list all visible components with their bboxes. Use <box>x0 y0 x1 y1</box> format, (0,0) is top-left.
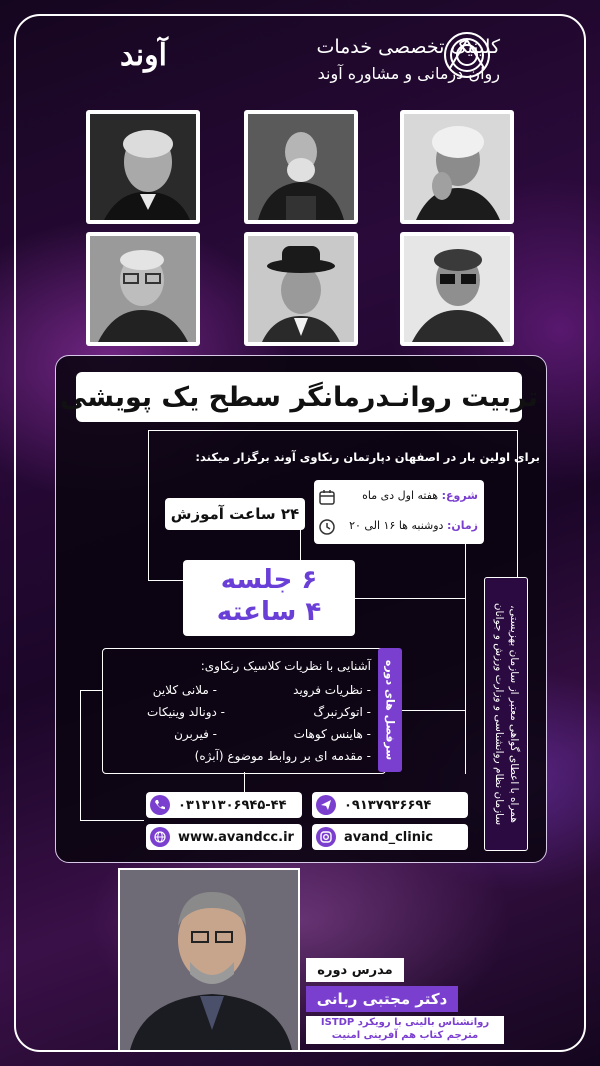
course-title: تربیت روانـدرمانگر سطح یک پویشی <box>60 381 538 413</box>
topic-item: - هاینس کوهات <box>293 727 371 741</box>
portrait-elderly-man-icon <box>90 114 196 220</box>
phone-number: ۰۹۱۳۷۹۳۶۶۹۴ <box>344 797 432 813</box>
teacher-desc-line: مترجم کتاب هم آفرینی امنیت <box>331 1030 479 1041</box>
teacher-description <box>306 1016 504 1044</box>
time-value: دوشنبه ها ۱۶ الی ۲۰ <box>349 519 444 532</box>
teacher-desc-line: روانشناس بالینی با رویکرد ISTDP <box>320 1017 490 1028</box>
course-hours: ۲۴ ساعت آموزش <box>165 498 305 530</box>
certificate-line: همراه با اعطای گواهی معتبر از سازمان بهزیستی، <box>508 605 520 823</box>
topic-item: - دونالد وینیکات <box>146 705 225 719</box>
topic-item: - مقدمه ای بر روابط موضوع (آبژه) <box>194 749 371 763</box>
teacher-name: دکتر مجتبی ربانی <box>306 986 458 1012</box>
topic-item: - ملانی کلاین <box>152 683 217 697</box>
portrait-man-dark-glasses-icon <box>404 236 510 342</box>
topic-item: - نظریات فروید <box>293 683 371 697</box>
portrait-bearded-man-icon <box>248 114 354 220</box>
website-contact[interactable] <box>146 824 302 850</box>
topics-box <box>102 648 386 774</box>
start-label: شروع: <box>441 489 478 502</box>
course-announcement: برای اولین بار در اصفهان دپارتمان رنکاوی آوند برگزار میکند: <box>195 450 540 464</box>
portrait-photo <box>86 232 200 346</box>
concentric-rings-logo-icon <box>442 30 492 80</box>
topic-item: - فیربرن <box>174 727 217 741</box>
calendar-icon <box>318 488 336 506</box>
portrait-man-glasses-icon <box>90 236 196 342</box>
connector-line <box>465 544 466 774</box>
instagram-handle: avand_clinic <box>344 829 434 845</box>
instagram-contact[interactable] <box>312 824 468 850</box>
portrait-photo <box>244 232 358 346</box>
portrait-photo <box>86 110 200 224</box>
time-label: زمان: <box>446 519 478 532</box>
sessions-box <box>183 560 355 636</box>
schedule-start <box>362 489 478 502</box>
connector-line <box>148 580 183 581</box>
portrait-man-hat-icon <box>248 236 354 342</box>
teacher-photo <box>118 868 300 1052</box>
connector-line <box>402 710 465 711</box>
sessions-count: ۶ جلسه <box>220 565 318 595</box>
connector-line <box>300 530 301 560</box>
telegram-icon <box>316 795 336 815</box>
brand-wordmark: آوند <box>120 38 167 73</box>
topics-intro: آشنایی با نظریات کلاسیک رنکاوی: <box>200 659 371 673</box>
connector-line <box>244 772 245 792</box>
teacher-role: مدرس دوره <box>306 958 404 982</box>
certificate-line: سازمان نظام روانشناسی و وزارت ورزش و جوانان <box>493 602 505 826</box>
phone-icon <box>150 795 170 815</box>
certificate-text <box>491 583 521 845</box>
topics-tag <box>378 648 402 772</box>
teacher-portrait-icon <box>120 870 298 1050</box>
portrait-photo <box>400 110 514 224</box>
connector-line <box>355 598 465 599</box>
certificate-box <box>484 577 528 851</box>
course-title-banner <box>60 372 538 422</box>
topics-tag-label: سرفصل های دوره <box>383 659 397 761</box>
connector-line <box>80 820 144 821</box>
schedule-box <box>314 480 484 544</box>
session-length: ۴ ساعته <box>216 597 322 627</box>
clock-icon <box>318 518 336 536</box>
connector-line <box>148 430 518 431</box>
website-url: www.avandcc.ir <box>178 829 294 845</box>
brand-title: کلینیک تخصصی خدمات <box>316 36 500 58</box>
globe-icon <box>150 827 170 847</box>
topic-item: - اتوکرنبرگ <box>313 705 371 719</box>
portrait-photo <box>244 110 358 224</box>
portrait-photo <box>400 232 514 346</box>
brand-subtitle: روان درمانی و مشاوره آوند <box>317 64 500 83</box>
phone-contact[interactable] <box>312 792 468 818</box>
landline-contact[interactable] <box>146 792 302 818</box>
portrait-elderly-woman-icon <box>404 114 510 220</box>
landline-number: ۰۳۱۳۱۳۰۶۹۴۵-۴۴ <box>178 797 287 813</box>
connector-line <box>80 690 102 691</box>
connector-line <box>80 690 81 820</box>
instagram-icon <box>316 827 336 847</box>
start-value: هفته اول دی ماه <box>362 489 439 502</box>
schedule-time <box>349 519 478 532</box>
